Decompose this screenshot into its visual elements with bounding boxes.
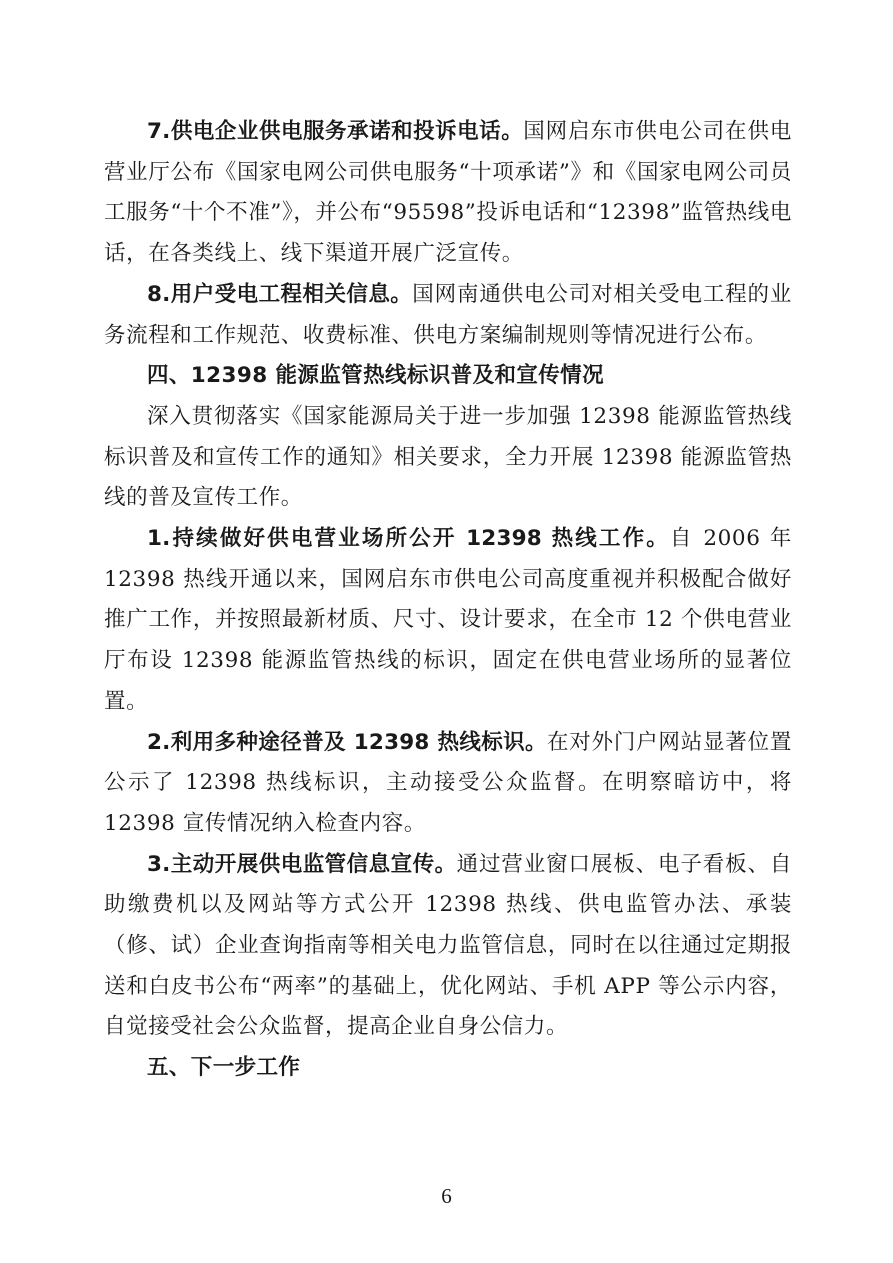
paragraph-text: 深入贯彻落实《国家能源局关于进一步加强 12398 能源监管热线标识普及和宣传工作的通知》相关要求，全力开展 12398 能源监管热线的普及宣传工作。 [104,403,792,511]
paragraph-lead: 1.持续做好供电营业场所公开 12398 热线工作。 [147,526,670,552]
paragraph-lead: 7.供电企业供电服务承诺和投诉电话。 [147,119,524,144]
paragraph-text: 国网启东市供电公司在供电营业厅公布《国家电网公司供电服务“十项承诺”》和《国家电网公司员工服务“十个不准”》，并公布“95598”投诉电话和“12398”监管热线电话，在各类线上、线下渠道开展广泛宣传。 [104,119,792,267]
section-heading-4: 四、12398 能源监管热线标识普及和宣传情况 [147,363,604,389]
paragraph-text: 自 2006 年 12398 热线开通以来，国网启东市供电公司高度重视并积极配合做好推广工作，并按照最新材质、尺寸、设计要求，在全市 12 个供电营业厅布设 12398 能源监管热线的标识，固定在供电营业场所的显著位置。 [104,526,792,714]
paragraph-intro [104,397,792,519]
paragraph-text: 通过营业窗口展板、电子看板、自助缴费机以及网站等方式公开 12398 热线、供电监管办法、承装（修、试）企业查询指南等相关电力监管信息，同时在以往通过定期报送和白皮书公布“两率”的基础上，优化网站、手机 APP 等公示内容，自觉接受社会公众监督，提高企业自身公信力。 [104,851,792,1040]
paragraph-lead: 2.利用多种途径普及 12398 热线标识。 [147,729,547,755]
paragraph-item-8 [104,275,792,356]
paragraph-lead: 8.用户受电工程相关信息。 [147,281,413,307]
section-heading-5: 五、下一步工作 [147,1055,301,1081]
paragraph-item-2 [104,723,792,845]
page-number: 6 [441,1184,452,1208]
paragraph-text: 国网南通供电公司对相关受电工程的业务流程和工作规范、收费标准、供电方案编制规则等情况进行公布。 [104,281,793,348]
paragraph-text: 在对外门户网站显著位置公示了 12398 热线标识，主动接受公众监督。在明察暗访中，将 12398 宣传情况纳入检查内容。 [104,729,792,836]
document-body [104,112,792,1089]
paragraph-item-1 [104,519,792,723]
paragraph-item-7 [104,112,792,275]
paragraph-lead: 3.主动开展供电监管信息宣传。 [147,851,457,877]
paragraph-item-3 [104,845,792,1049]
